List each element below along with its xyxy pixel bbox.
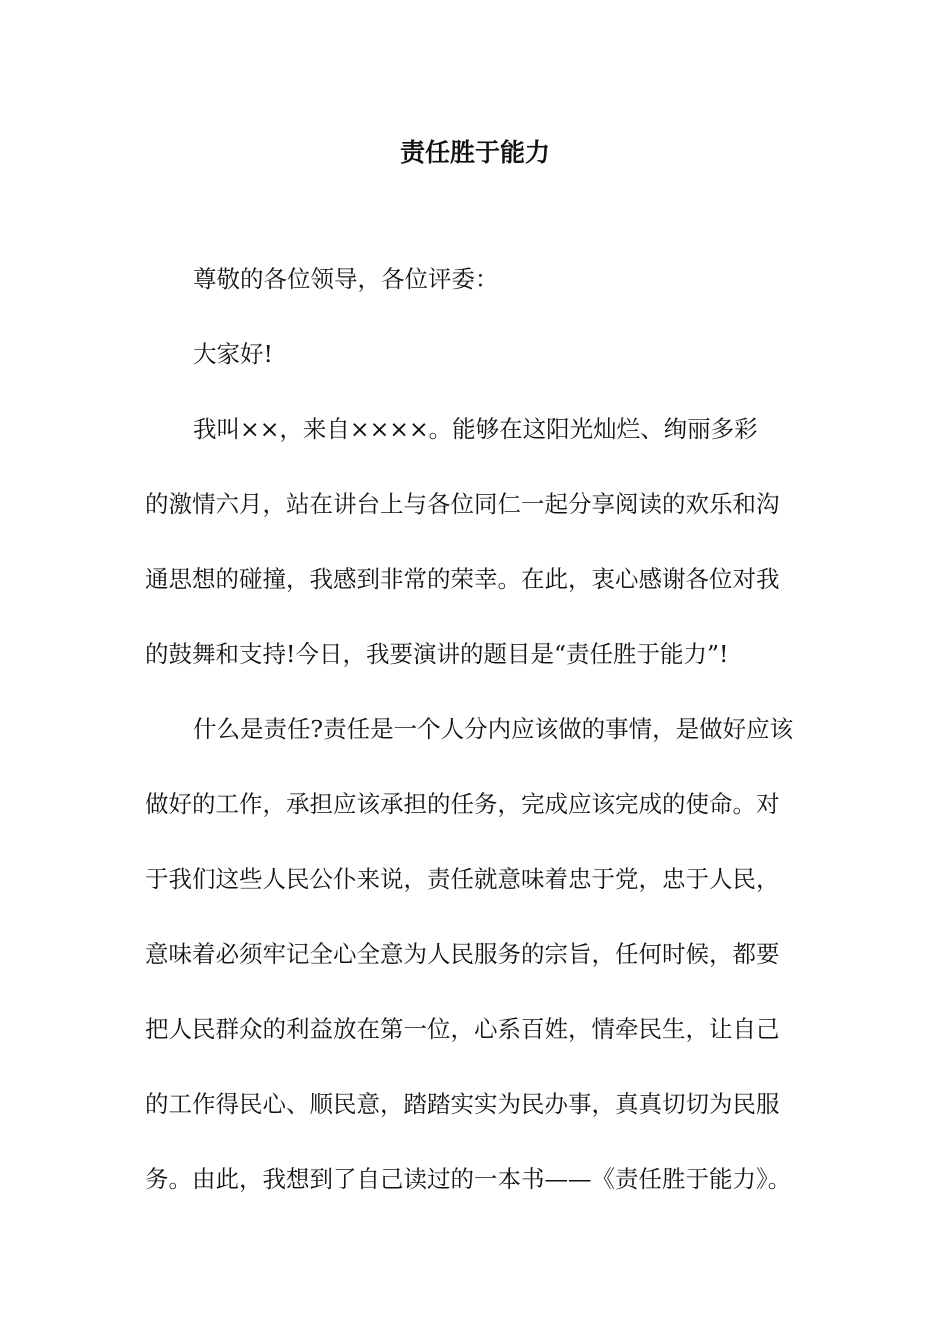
paragraph-line: 把人民群众的利益放在第一位，心系百姓，情牵民生，让自己 bbox=[145, 1015, 780, 1043]
paragraph-line: 我叫××，来自××××。能够在这阳光灿烂、绚丽多彩 bbox=[193, 415, 758, 443]
paragraph-line: 的激情六月，站在讲台上与各位同仁一起分享阅读的欢乐和沟 bbox=[145, 490, 780, 518]
paragraph-line: 什么是责任?责任是一个人分内应该做的事情，是做好应该 bbox=[193, 715, 794, 743]
paragraph-line: 意味着必须牢记全心全意为人民服务的宗旨，任何时候，都要 bbox=[145, 940, 780, 968]
paragraph-line: 于我们这些人民公仆来说，责任就意味着忠于党，忠于人民， bbox=[145, 865, 780, 893]
greeting-line: 大家好! bbox=[193, 340, 273, 368]
salutation-line: 尊敬的各位领导，各位评委： bbox=[193, 265, 499, 293]
paragraph-line: 的工作得民心、顺民意，踏踏实实为民办事，真真切切为民服 bbox=[145, 1090, 780, 1118]
paragraph-line: 务。由此，我想到了自己读过的一本书——《责任胜于能力》。 bbox=[145, 1165, 792, 1193]
paragraph-line: 做好的工作，承担应该承担的任务，完成应该完成的使命。对 bbox=[145, 790, 780, 818]
document-title: 责任胜于能力 bbox=[399, 138, 550, 167]
paragraph-line: 的鼓舞和支持!今日，我要演讲的题目是“责任胜于能力”! bbox=[145, 640, 729, 668]
paragraph-line: 通思想的碰撞，我感到非常的荣幸。在此，衷心感谢各位对我 bbox=[145, 565, 780, 593]
